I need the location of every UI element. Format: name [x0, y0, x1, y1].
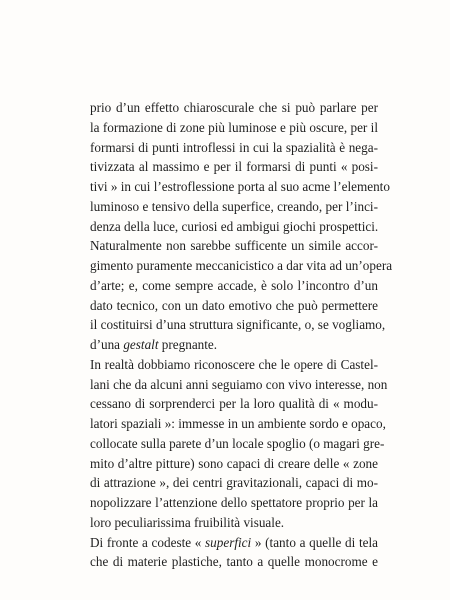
paragraph-2-line: nopolizzare l’attenzione dello spettatore proprio per la [90, 495, 378, 510]
paragraph-1-line: formarsi di punti introflessi in cui la spazialità è nega- [90, 139, 378, 155]
paragraph-3-line-pre: Di fronte a codeste « [90, 534, 206, 550]
paragraph-1-line: Naturalmente non sarebbe sufficente un simile accor- [90, 238, 378, 254]
italic-term-gestalt: gestalt [123, 337, 159, 352]
paragraph-2-last-line: loro peculiarissima fruibilità visuale. [90, 514, 285, 530]
paragraph-2-line: di attrazione », dei centri gravitazionali, capaci di mo- [90, 475, 378, 491]
paragraph-2-line: mito d’altre pitture) sono capaci di creare delle « zone [90, 455, 378, 471]
paragraph-1-line: tivizzata al massimo e per il formarsi di punti « posi- [90, 159, 378, 175]
paragraph-2-line: collocate sulla parete d’un locale spoglio (o magari gre- [90, 435, 385, 451]
body-text [90, 98, 393, 572]
paragraph-1-last-line-pre: d’una [90, 337, 124, 352]
paragraph-1-last-line [90, 335, 378, 355]
paragraph-1-line: gimento puramente meccanicistico a dar vita ad un’opera [90, 258, 393, 273]
paragraph-1-line: la formazione di zone più luminose e più oscure, per il [90, 119, 378, 135]
paragraph-3-line-post: » (tanto a quelle di tela [251, 534, 378, 550]
paragraph-1-line: dato tecnico, con un dato emotivo che può permettere [90, 297, 378, 313]
paragraph-2-line: cessano di sorprenderci per la loro qualità di « modu- [90, 396, 378, 412]
paragraph-1-line: il costituirsi d’una struttura significante, o, se vogliamo, [90, 317, 386, 333]
paragraph-1-last-line-post: pregnante. [158, 337, 218, 352]
paragraph-1-line: prio d’un effetto chiaroscurale che si può parlare per [90, 100, 378, 115]
paragraph-2-line: In realtà dobbiamo riconoscere che le opere di Castel- [90, 356, 378, 372]
paragraph-1-line: luminoso e tensivo della superfice, creando, per l’inci- [90, 198, 378, 214]
paragraph-3-line [90, 533, 378, 553]
paragraph-3-line: che di materie plastiche, tanto a quelle monocrome e [90, 554, 378, 570]
italic-term-superfici: superfici [205, 534, 252, 550]
paragraph-1-line: tivi » in cui l’estroflessione porta al suo acme l’elemento [90, 179, 390, 194]
paragraph-1-line: d’arte; e, come sempre accade, è solo l’incontro d’un [90, 277, 378, 293]
paragraph-1-line: denza della luce, curiosi ed ambigui giochi prospettici. [90, 218, 379, 234]
paragraph-2-line: lani che da alcuni anni seguiamo con vivo interesse, non [90, 376, 388, 392]
paragraph-2-line: latori spaziali »: immesse in un ambiente sordo e opaco, [90, 416, 386, 431]
